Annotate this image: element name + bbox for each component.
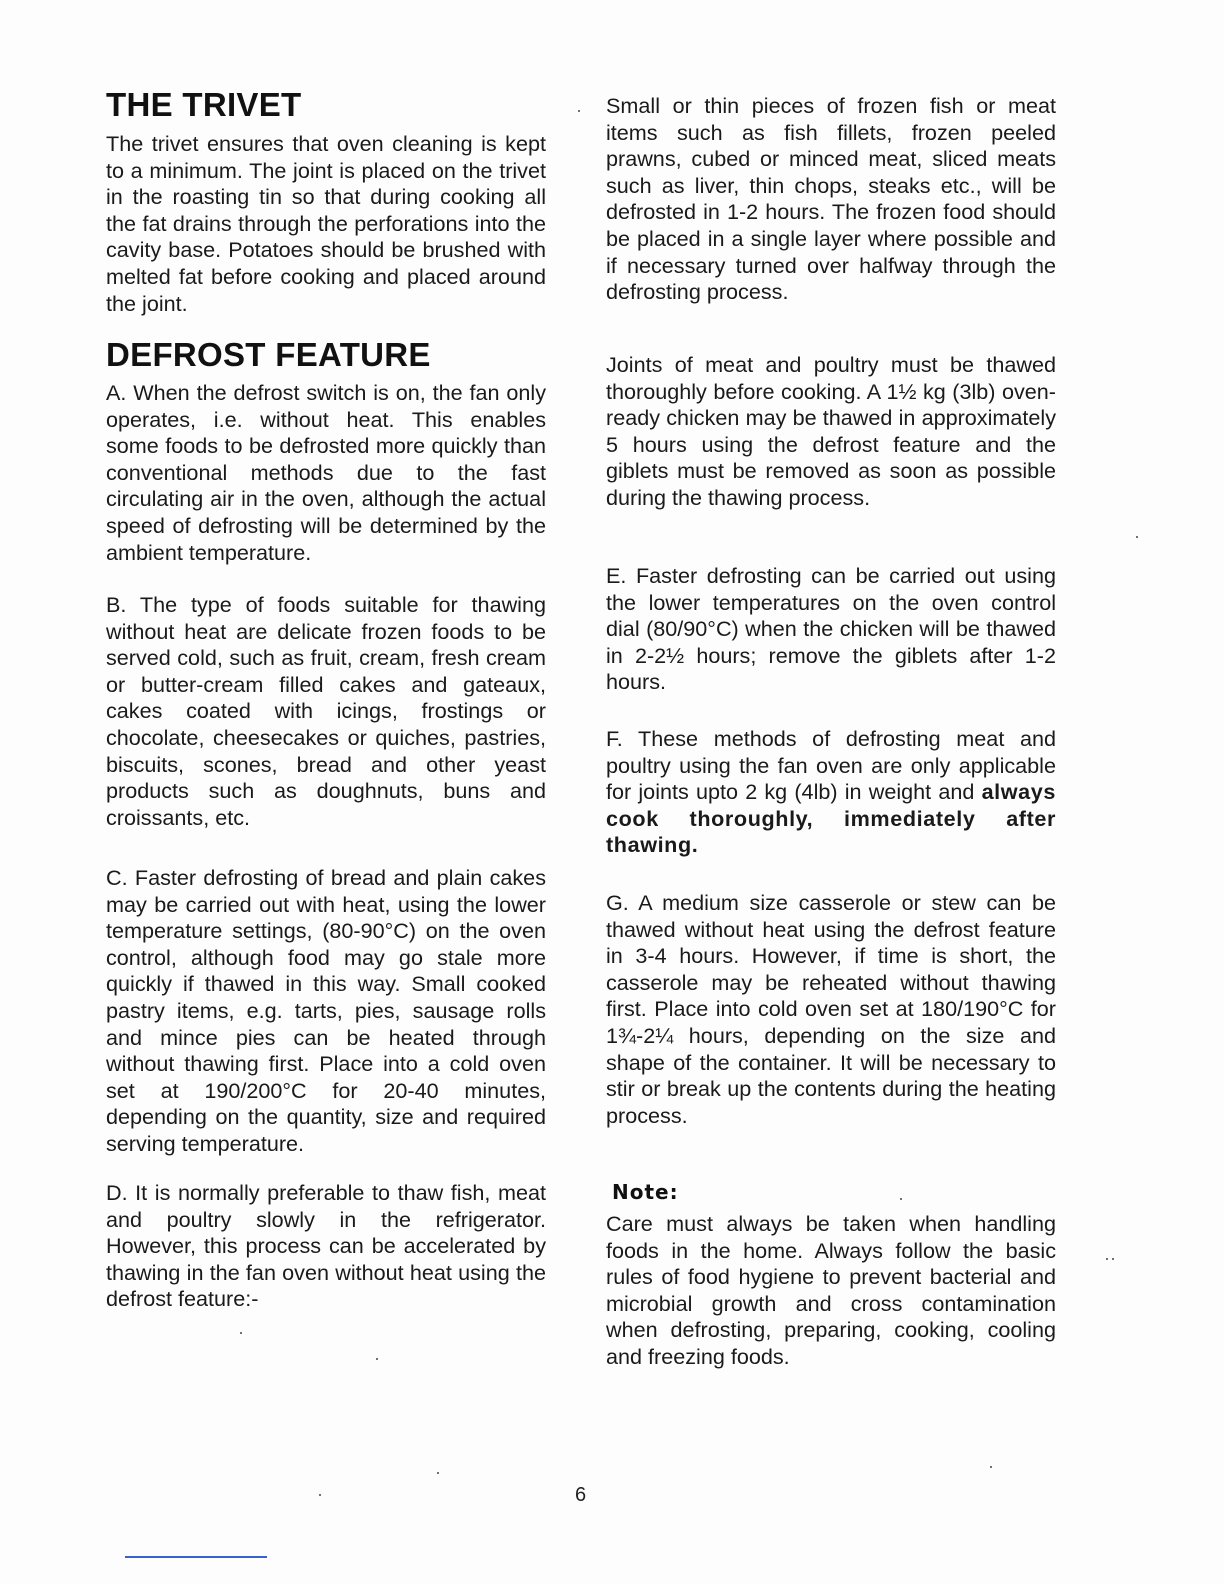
defrost-item-g: G. A medium size casserole or stew can be thawed without heat using the defrost feature in 3-4 hours. However, if time is short, the casserole may be reheated without thawing first. Place into cold oven set at 180/190°C for 1¾-2¼ hours, depending on the size and shape of the container. It will be necessary to stir or break up the contents during the heating process.	[606, 890, 1056, 1128]
item-f-text: F. These methods of defrosting meat and poultry using the fan oven are only applicable for joints upto 2 kg (4lb) in weight and	[606, 726, 1056, 805]
scan-speck	[376, 1358, 378, 1360]
scan-speck	[578, 110, 580, 112]
defrost-item-f	[606, 726, 1056, 859]
scan-speck	[240, 1332, 242, 1334]
page-number: 6	[575, 1484, 587, 1506]
joints-paragraph: Joints of meat and poultry must be thawed thoroughly before cooking. A 1½ kg (3lb) oven-ready chicken may be thawed in approximately 5 hours using the defrost feature and the giblets must be removed as soon as possible during the thawing process.	[606, 352, 1056, 510]
defrost-item-a: A. When the defrost switch is on, the fan only operates, i.e. without heat. This enables some foods to be defrosted more quickly than conventional methods due to the fast circulating air in the oven, although the actual speed of defrosting will be determined by the ambient temperature.	[106, 380, 546, 565]
trivet-paragraph: The trivet ensures that oven cleaning is kept to a minimum. The joint is placed on the trivet in the roasting tin so that during cooking all the fat drains through the perforations into the cavity base. Potatoes should be brushed with melted fat before cooking and placed around the joint.	[106, 131, 546, 316]
scan-speck	[1106, 1258, 1108, 1260]
defrost-heading: DEFROST FEATURE	[106, 336, 431, 373]
scan-speck	[437, 1472, 439, 1474]
note-paragraph: Care must always be taken when handling foods in the home. Always follow the basic rules of food hygiene to prevent bacterial and microbial growth and cross contamination when defrosting, preparing, cooking, cooling and freezing foods.	[606, 1211, 1056, 1369]
note-label: Note:	[612, 1180, 679, 1204]
scan-speck	[319, 1494, 321, 1496]
scan-edge-line	[125, 1556, 267, 1558]
defrost-item-d: D. It is normally preferable to thaw fish, meat and poultry slowly in the refrigerator. However, this process can be accelerated by thawing in the fan oven without heat using the defrost feature:-	[106, 1180, 546, 1312]
defrost-item-e: E. Faster defrosting can be carried out using the lower temperatures on the oven control dial (80/90°C) when the chicken will be thawed in 2-2½ hours; remove the giblets after 1-2 hours.	[606, 563, 1056, 695]
scan-speck	[1136, 536, 1138, 538]
small-items-paragraph: Small or thin pieces of frozen fish or meat items such as fish fillets, frozen peeled prawns, cubed or minced meat, sliced meats such as liver, thin chops, steaks etc., will be defrosted in 1-2 hours. The frozen food should be placed in a single layer where possible and if necessary turned over halfway through the defrosting process.	[606, 93, 1056, 305]
trivet-heading: THE TRIVET	[106, 86, 302, 123]
scan-speck	[1112, 1258, 1114, 1260]
item-f-emphasis: always cook thoroughly, immediately after thawing.	[606, 779, 1056, 858]
scan-speck	[990, 1466, 992, 1468]
defrost-item-c: C. Faster defrosting of bread and plain cakes may be carried out with heat, using the lower temperature settings, (80-90°C) on the oven control, although food may go stale more quickly if thawed in this way. Small cooked pastry items, e.g. tarts, pies, sausage rolls and mince pies can be heated through without thawing first. Place into a cold oven set at 190/200°C for 20-40 minutes, depending on the quantity, size and required serving temperature.	[106, 865, 546, 1156]
scan-speck	[900, 1198, 902, 1200]
defrost-item-b: B. The type of foods suitable for thawing without heat are delicate frozen foods to be served cold, such as fruit, cream, fresh cream or butter-cream filled cakes and gateaux, cakes coated with icings, frostings or chocolate, cheesecakes or quiches, pastries, biscuits, scones, bread and other yeast products such as doughnuts, buns and croissants, etc.	[106, 592, 546, 830]
